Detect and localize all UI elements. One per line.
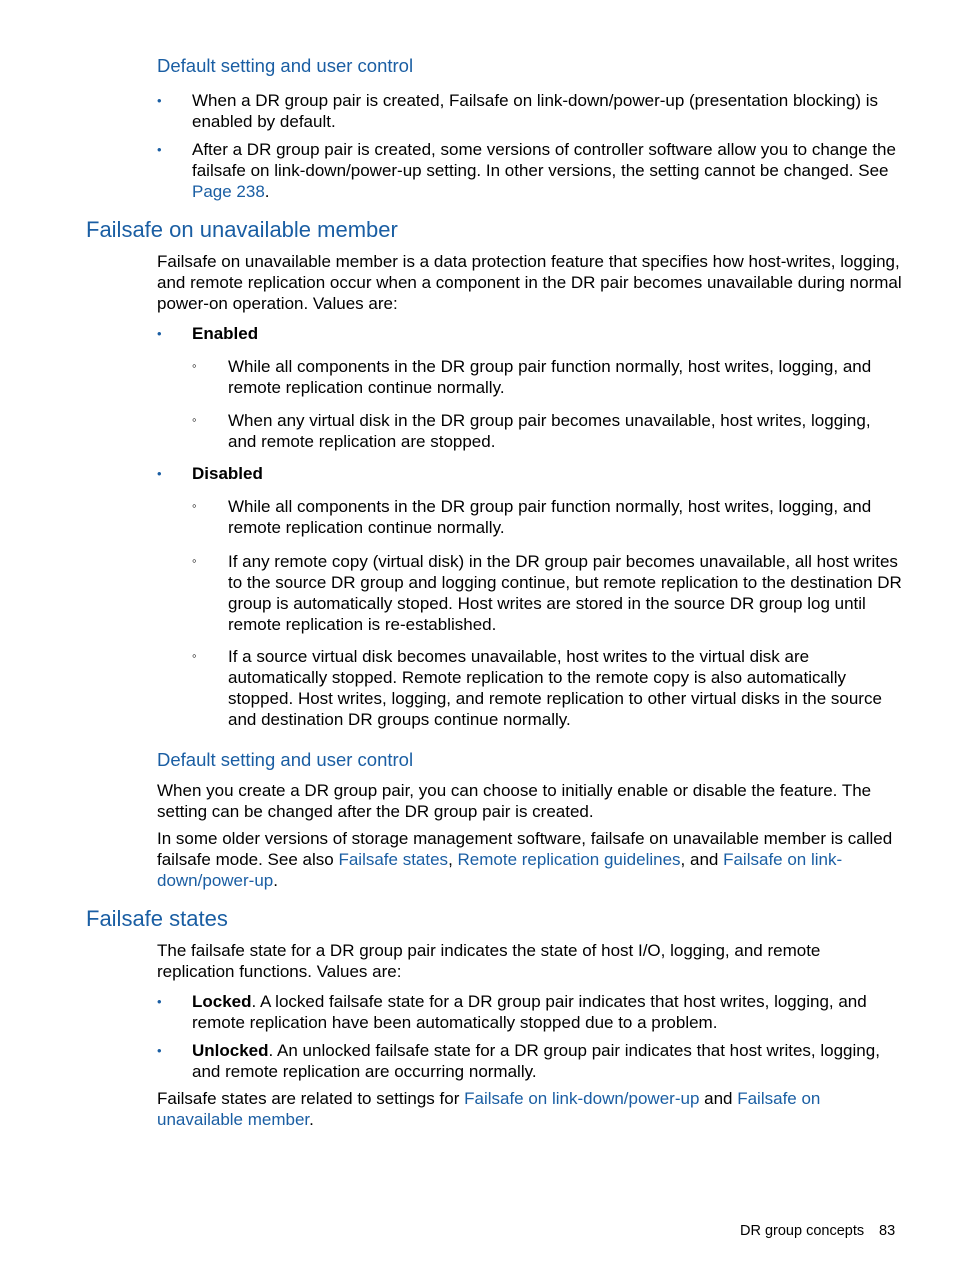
footer-section-title: DR group concepts xyxy=(740,1223,865,1239)
bullet-text: After a DR group pair is created, some versions of controller software allow you to change the failsafe on link-down/power-up setting. In other versions, the setting cannot be changed. See xyxy=(192,140,896,180)
paragraph-older-versions xyxy=(157,828,902,891)
paragraph-text-end: . xyxy=(309,1110,314,1129)
section-heading-failsafe-states: Failsafe states xyxy=(86,906,228,931)
bullet-item-default-enabled: When a DR group pair is created, Failsafe on link-down/power-up (presentation blocking) is enabled by default. xyxy=(192,91,879,131)
separator-text: , and xyxy=(680,850,724,869)
page-238-link[interactable]: Page 238 xyxy=(192,182,265,201)
disabled-item-3: If a source virtual disk becomes unavailable, host writes to the virtual disk are automatically stopped. Remote replication to the remote copy is also automatically stopped. Host writes, logging, and remote replication to other virtual disks in the source and destination DR groups continue normally. xyxy=(228,647,882,729)
intro-paragraph: Failsafe on unavailable member is a data protection feature that specifies how host-writes, logging, and remote replication occur when a component in the DR pair becomes unavailable during normal power-on operation. Values are: xyxy=(157,252,902,313)
bullet-icon: • xyxy=(157,93,162,108)
failsafe-states-intro: The failsafe state for a DR group pair indicates the state of host I/O, logging, and remote replication functions. Values are: xyxy=(157,941,821,981)
sub-bullet-icon: ◦ xyxy=(192,358,197,373)
failsafe-link-down-link[interactable]: Failsafe on link-down/power-up xyxy=(464,1089,700,1108)
related-settings-paragraph xyxy=(157,1088,902,1130)
enabled-term: Enabled xyxy=(192,324,259,343)
section-heading-failsafe-unavailable: Failsafe on unavailable member xyxy=(86,217,398,242)
locked-item xyxy=(192,991,902,1033)
paragraph-text-end: . xyxy=(273,871,278,890)
locked-description: . A locked failsafe state for a DR group pair indicates that host writes, logging, and remote replication have been automatically stopped due to a problem. xyxy=(192,992,867,1032)
bullet-icon: • xyxy=(157,1043,162,1058)
remote-replication-guidelines-link[interactable]: Remote replication guidelines xyxy=(457,850,681,869)
separator-text: , xyxy=(448,850,458,869)
locked-term: Locked xyxy=(192,992,252,1011)
paragraph-create-pair: When you create a DR group pair, you can choose to initially enable or disable the feature. The setting can be changed after the DR group pair is created. xyxy=(157,781,872,821)
bullet-icon: • xyxy=(157,326,162,341)
failsafe-states-link[interactable]: Failsafe states xyxy=(338,850,449,869)
bullet-text-end: . xyxy=(264,182,270,201)
paragraph-text-mid: and xyxy=(699,1089,738,1108)
unlocked-term: Unlocked xyxy=(192,1041,269,1060)
bullet-item-change-setting xyxy=(192,139,902,202)
subsection-heading-default-setting: Default setting and user control xyxy=(157,55,414,76)
subsection-heading-default-setting-2: Default setting and user control xyxy=(157,749,414,770)
enabled-item-1: While all components in the DR group pair function normally, host writes, logging, and remote replication continue normally. xyxy=(228,357,872,397)
bullet-icon: • xyxy=(157,466,162,481)
bullet-icon: • xyxy=(157,142,162,157)
sub-bullet-icon: ◦ xyxy=(192,648,197,663)
bullet-icon: • xyxy=(157,994,162,1009)
unlocked-description: . An unlocked failsafe state for a DR group pair indicates that host writes, logging, and remote replication are occurring normally. xyxy=(192,1041,880,1081)
sub-bullet-icon: ◦ xyxy=(192,553,197,568)
failsafe-link-down-link[interactable]: Failsafe on link-down/power-up xyxy=(157,850,843,890)
disabled-item-1: While all components in the DR group pair function normally, host writes, logging, and remote replication continue normally. xyxy=(228,497,872,537)
sub-bullet-icon: ◦ xyxy=(192,412,197,427)
footer-page-number: 83 xyxy=(879,1223,896,1239)
failsafe-unavailable-member-link[interactable]: Failsafe on unavailable member xyxy=(157,1089,821,1129)
disabled-term: Disabled xyxy=(192,464,263,483)
enabled-label xyxy=(192,323,902,344)
enabled-item-2: When any virtual disk in the DR group pair becomes unavailable, host writes, logging, and remote replication are stopped. xyxy=(228,411,871,451)
unlocked-item xyxy=(192,1040,902,1082)
disabled-label xyxy=(192,463,902,484)
paragraph-text: Failsafe states are related to settings for xyxy=(157,1089,465,1108)
sub-bullet-icon: ◦ xyxy=(192,498,197,513)
disabled-item-2: If any remote copy (virtual disk) in the DR group pair becomes unavailable, all host writes to the source DR group and logging continue, but remote replication to the destination DR group is automatically stoped. Host writes are stored in the source DR group log until remote replication is re-established. xyxy=(228,552,902,634)
paragraph-text: In some older versions of storage management software, failsafe on unavailable member is called failsafe mode. See also xyxy=(157,829,893,869)
